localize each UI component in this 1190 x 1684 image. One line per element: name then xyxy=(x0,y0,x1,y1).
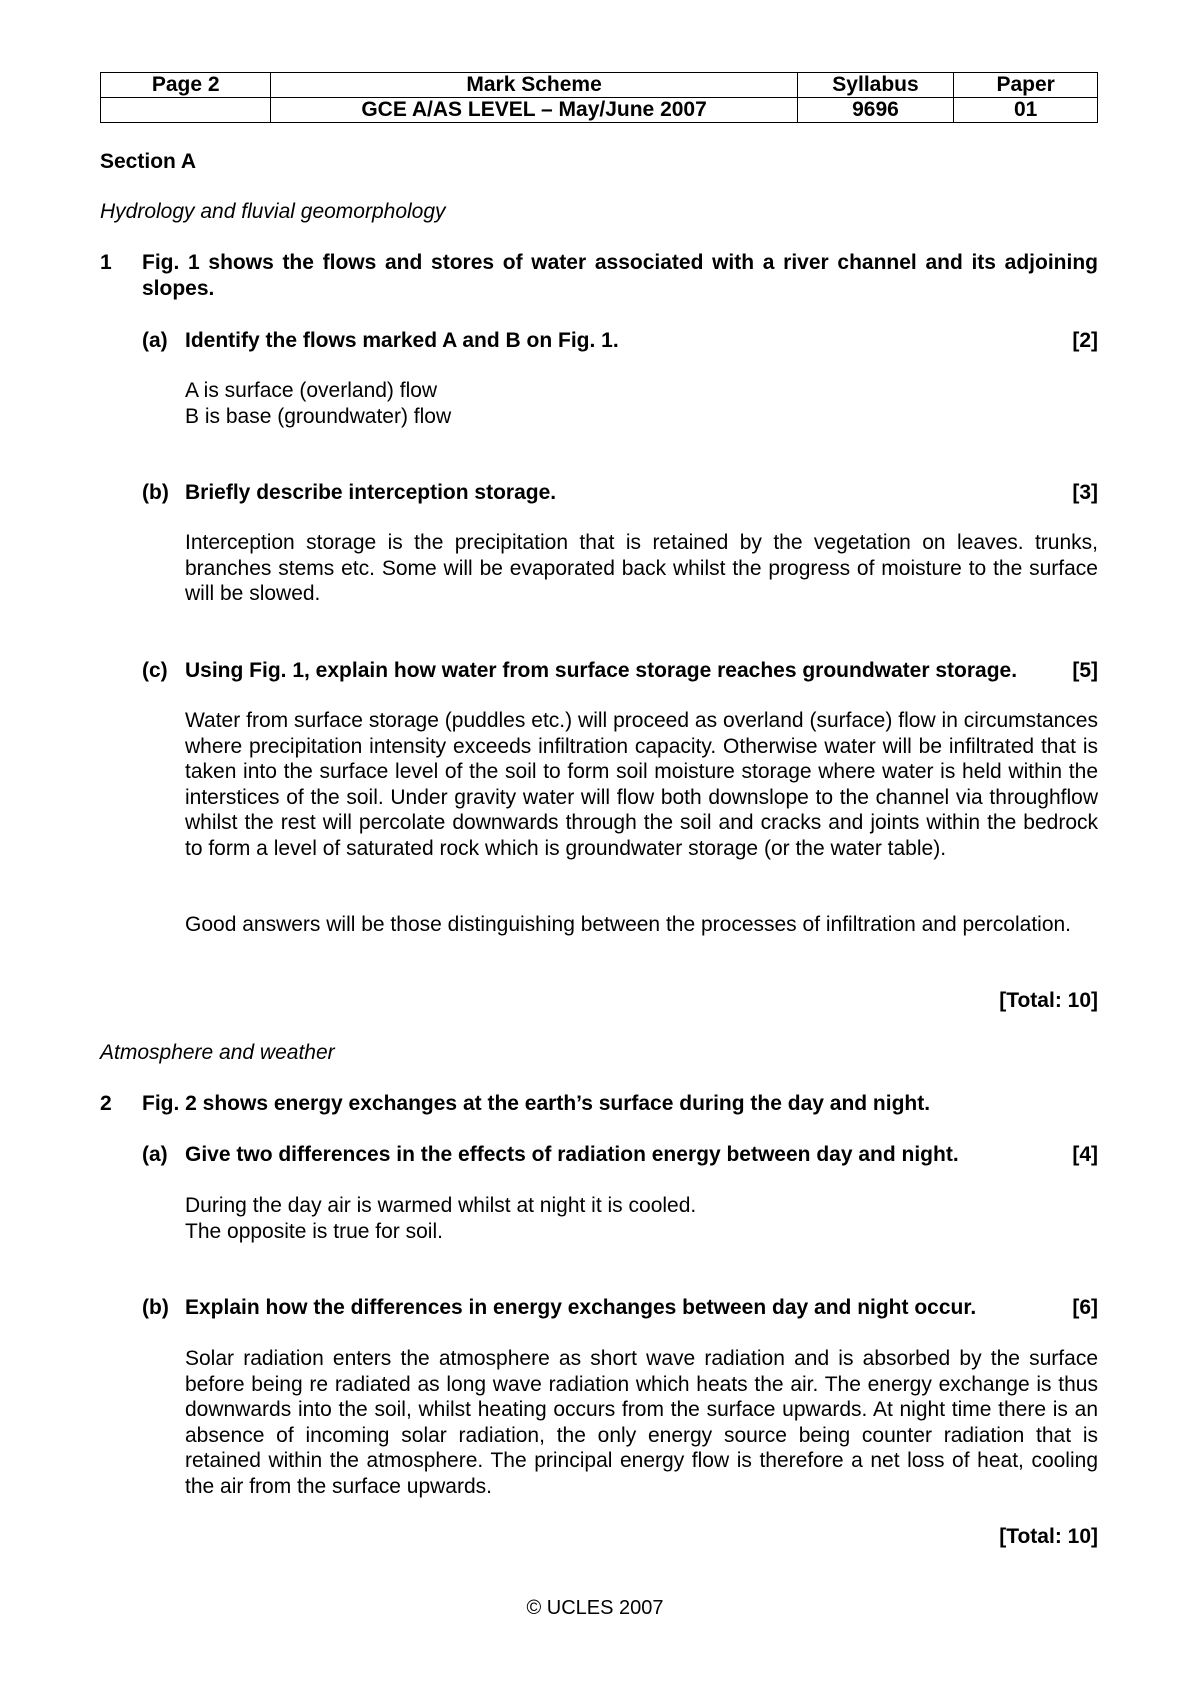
header-block xyxy=(100,72,1098,123)
q1a-question: Identify the flows marked A and B on Fig. 1. xyxy=(185,329,619,352)
q1b-label: (b) xyxy=(142,481,169,504)
header-row-top xyxy=(101,73,1098,98)
q2b-marks: [6] xyxy=(1072,1296,1098,1319)
header-exam: GCE A/AS LEVEL – May/June 2007 xyxy=(271,98,797,123)
topic-heading-2: Atmosphere and weather xyxy=(100,1041,335,1064)
q1-total: [Total: 10] xyxy=(999,989,1098,1012)
topic-heading-1: Hydrology and fluvial geomorphology xyxy=(100,200,446,223)
header-blank xyxy=(101,98,271,123)
q1a-answer-line-1: A is surface (overland) flow xyxy=(185,379,438,402)
q2a-answer-line-1: During the day air is warmed whilst at night it is cooled. xyxy=(185,1194,697,1217)
q1a-marks: [2] xyxy=(1072,329,1098,352)
question-2-text: Fig. 2 shows energy exchanges at the earth’s surface during the day and night. xyxy=(142,1092,931,1115)
q1a-label: (a) xyxy=(142,329,168,352)
q2a-marks: [4] xyxy=(1072,1143,1098,1166)
q2b-question: Explain how the differences in energy exchanges between day and night occur. xyxy=(185,1296,977,1319)
q1a-answer-line-2: B is base (groundwater) flow xyxy=(185,404,452,428)
question-2-number: 2 xyxy=(100,1092,112,1115)
header-syllabus-code: 9696 xyxy=(797,98,954,123)
question-1-number: 1 xyxy=(100,251,112,274)
section-title: Section A xyxy=(100,150,197,173)
q1c-answer: Water from surface storage (puddles etc.) will proceed as overland (surface) flow in circumstances where precipitation intensity exceeds infiltration capacity. Otherwise water will be infiltrated that is taken into the surface level of the soil to form soil moisture storage where water is held within the interstices of the soil. Under gravity water will flow both downslope to the channel via throughflow whilst the rest will percolate downwards through the soil and cracks and joints within the bedrock to form a level of saturated rock which is groundwater storage (or the water table). xyxy=(185,709,1098,860)
header-table xyxy=(100,72,1098,123)
q1b-question: Briefly describe interception storage. xyxy=(185,481,557,504)
q1c-answer-note: Good answers will be those distinguishing between the processes of infiltration and percolation. xyxy=(185,913,1072,936)
header-mark-scheme: Mark Scheme xyxy=(271,73,797,98)
q2a-answer-line-2: The opposite is true for soil. xyxy=(185,1219,443,1243)
q2a-label: (a) xyxy=(142,1143,168,1166)
header-paper: Paper xyxy=(954,73,1098,98)
header-page: Page 2 xyxy=(101,73,271,98)
q2-total: [Total: 10] xyxy=(999,1525,1098,1548)
question-1-text: Fig. 1 shows the flows and stores of water associated with a river channel and its adjoining slopes. xyxy=(142,251,1098,300)
q2a-answer xyxy=(185,1193,1098,1244)
q1b-marks: [3] xyxy=(1072,481,1098,504)
q2b-label: (b) xyxy=(142,1296,169,1319)
q2b-answer: Solar radiation enters the atmosphere as short wave radiation and is absorbed by the surface before being re radiated as long wave radiation which heats the air. The energy exchange is thus downwards into the soil, whilst heating occurs from the surface upwards. At night time there is an absence of incoming solar radiation, the only energy source being counter radiation that is retained within the atmosphere. The principal energy flow is therefore a net loss of heat, cooling the air from the surface upwards. xyxy=(185,1347,1098,1498)
header-paper-code: 01 xyxy=(954,98,1098,123)
footer-copyright: © UCLES 2007 xyxy=(526,1597,664,1619)
header-row-bottom xyxy=(101,98,1098,123)
q1a-answer xyxy=(185,378,1098,429)
q1c-marks: [5] xyxy=(1072,659,1098,682)
q1b-answer: Interception storage is the precipitation that is retained by the vegetation on leaves. trunks, branches stems etc. Some will be evaporated back whilst the progress of moisture to the surface will be slowed. xyxy=(185,531,1098,605)
header-syllabus: Syllabus xyxy=(797,73,954,98)
q1c-label: (c) xyxy=(142,659,168,682)
q1c-question: Using Fig. 1, explain how water from surface storage reaches groundwater storage. xyxy=(185,659,1018,682)
q2a-question: Give two differences in the effects of radiation energy between day and night. xyxy=(185,1143,959,1166)
